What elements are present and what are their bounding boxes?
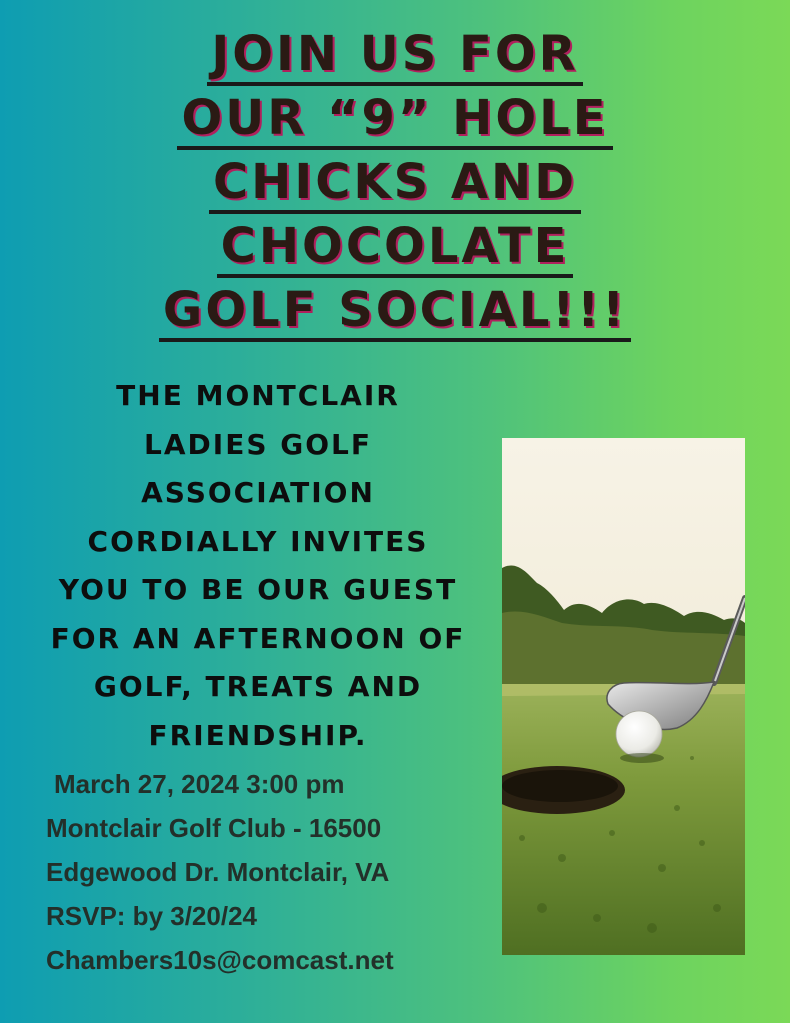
event-venue-line1: Montclair Golf Club - 16500 [46, 813, 382, 843]
invitation-line: GOLF, TREATS AND [93, 670, 423, 703]
event-date-time: March 27, 2024 3:00 pm [54, 769, 345, 799]
headline-line: CHICKS AND [0, 150, 790, 214]
invitation-line: FOR AN AFTERNOON OF [50, 621, 466, 655]
invitation-line: FRIENDSHIP. [148, 718, 368, 752]
headline-line: CHOCOLATE [0, 214, 790, 278]
headline-line: OUR “9” HOLE [0, 86, 790, 150]
invitation-line: THE MONTCLAIR [116, 379, 400, 412]
invitation-text [28, 372, 488, 760]
invitation-line: CORDIALLY INVITES [87, 524, 429, 558]
golf-ball-by-hole-image [502, 438, 745, 955]
rsvp-email[interactable]: Chambers10s@comcast.net [46, 945, 394, 975]
event-venue-line2: Edgewood Dr. Montclair, VA [46, 857, 390, 887]
headline-line: GOLF SOCIAL!!! [0, 278, 790, 342]
invitation-line: LADIES GOLF [144, 427, 372, 461]
headline-line: JOIN US FOR [0, 22, 790, 86]
event-details [46, 762, 486, 982]
headline [0, 22, 790, 342]
invitation-line: YOU TO BE OUR GUEST [58, 573, 458, 606]
invitation-line: ASSOCIATION [141, 476, 375, 509]
rsvp-deadline: RSVP: by 3/20/24 [46, 901, 257, 931]
golf-photo [502, 438, 745, 955]
